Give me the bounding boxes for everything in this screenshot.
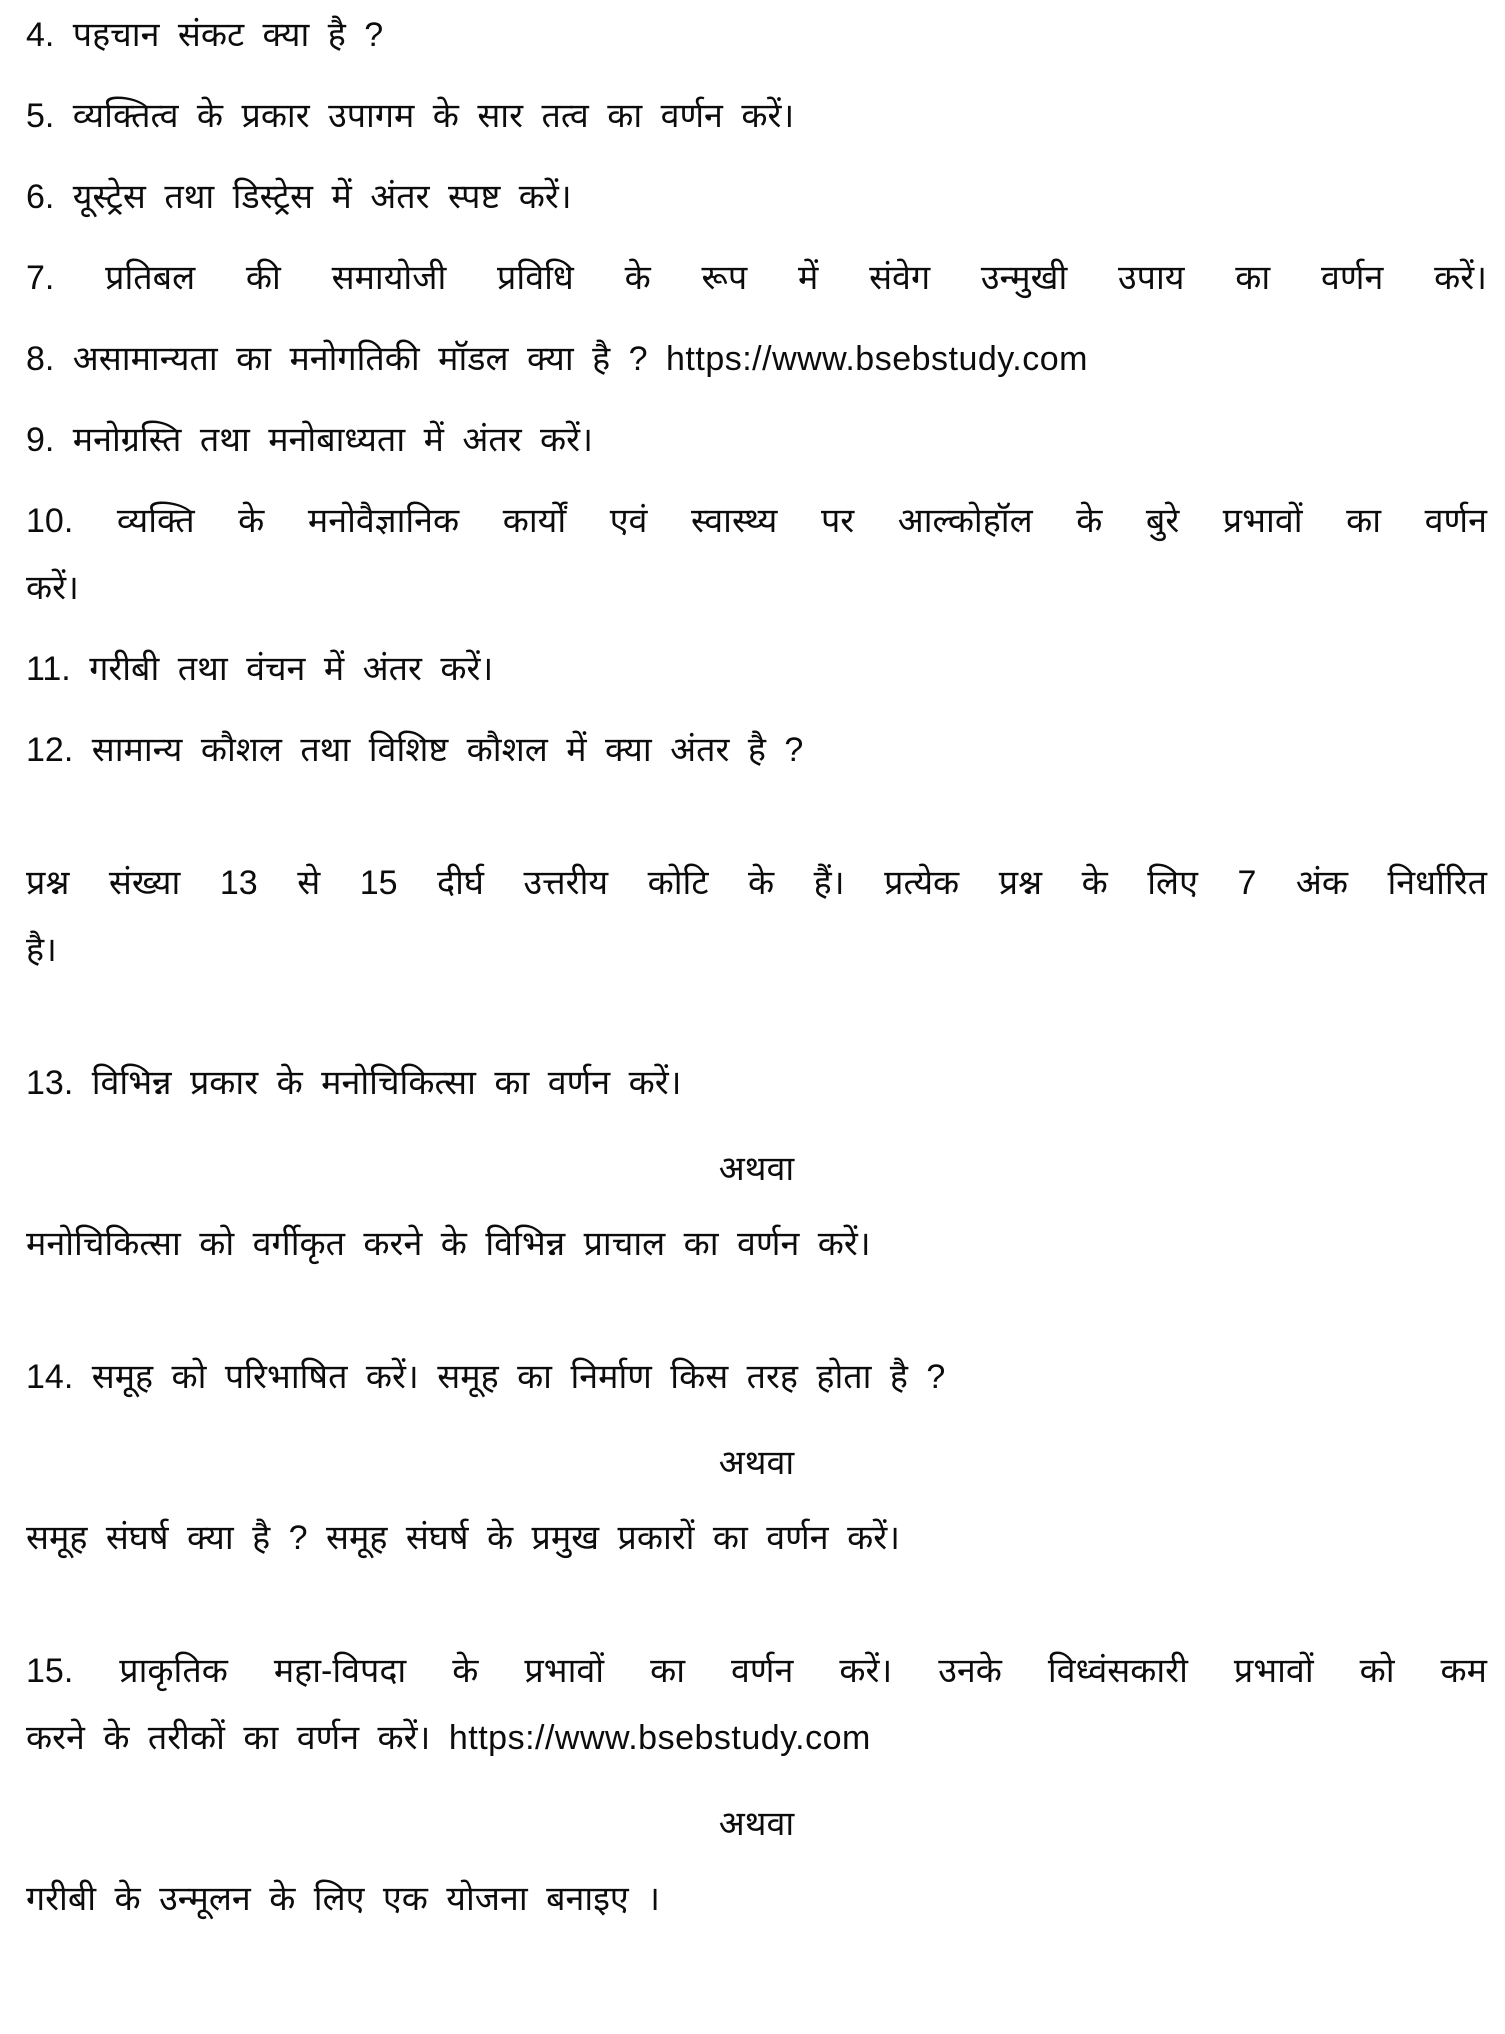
watermark-url: https://www.bsebstudy.com bbox=[448, 1719, 871, 1757]
question-10-line-2: करें। bbox=[26, 569, 79, 607]
question-11: 11. गरीबी तथा वंचन में अंतर करें। bbox=[26, 650, 494, 688]
question-14: 14. समूह को परिभाषित करें। समूह का निर्माण किस तरह होता है ? bbox=[26, 1358, 946, 1396]
question-10-line-1: 10. व्यक्ति के मनोवैज्ञानिक कार्यों एवं स्वास्थ्य पर आल्कोहॉल के बुरे प्रभावों का वर्णन bbox=[26, 502, 1487, 540]
question-15-alternative: गरीबी के उन्मूलन के लिए एक योजना बनाइए । bbox=[26, 1880, 661, 1918]
section-note-line-1: प्रश्न संख्या 13 से 15 दीर्घ उत्तरीय कोटि के हैं। प्रत्येक प्रश्न के लिए 7 अंक निर्धारित bbox=[26, 864, 1487, 902]
question-14-alternative: समूह संघर्ष क्या है ? समूह संघर्ष के प्रमुख प्रकारों का वर्णन करें। bbox=[26, 1519, 900, 1557]
or-separator-2: अथवा bbox=[718, 1444, 795, 1482]
or-separator-3: अथवा bbox=[718, 1805, 795, 1843]
question-6: 6. यूस्ट्रेस तथा डिस्ट्रेस में अंतर स्पष्ट करें। bbox=[26, 178, 572, 216]
question-9: 9. मनोग्रस्ति तथा मनोबाध्यता में अंतर करें। bbox=[26, 421, 593, 459]
question-15-line-1: 15. प्राकृतिक महा-विपदा के प्रभावों का वर्णन करें। उनके विध्वंसकारी प्रभावों को कम bbox=[26, 1652, 1487, 1690]
question-7: 7. प्रतिबल की समायोजी प्रविधि के रूप में संवेग उन्मुखी उपाय का वर्णन करें। bbox=[26, 259, 1487, 297]
question-15-line-2-text: करने के तरीकों का वर्णन करें। bbox=[26, 1719, 431, 1757]
question-15-line-2 bbox=[26, 1705, 1487, 1772]
question-8 bbox=[26, 326, 1487, 393]
question-12: 12. सामान्य कौशल तथा विशिष्ट कौशल में क्या अंतर है ? bbox=[26, 731, 804, 769]
question-13-alternative: मनोचिकित्सा को वर्गीकृत करने के विभिन्न प्राचाल का वर्णन करें। bbox=[26, 1225, 871, 1263]
section-note-line-2: है। bbox=[26, 931, 57, 969]
or-separator-1: अथवा bbox=[718, 1150, 795, 1188]
question-5: 5. व्यक्तित्व के प्रकार उपागम के सार तत्व का वर्णन करें। bbox=[26, 97, 795, 135]
question-13: 13. विभिन्न प्रकार के मनोचिकित्सा का वर्णन करें। bbox=[26, 1064, 682, 1102]
question-8-text: 8. असामान्यता का मनोगतिकी मॉडल क्या है ? bbox=[26, 340, 648, 378]
question-4: 4. पहचान संकट क्या है ? bbox=[26, 16, 384, 54]
watermark-url: https://www.bsebstudy.com bbox=[666, 340, 1088, 378]
